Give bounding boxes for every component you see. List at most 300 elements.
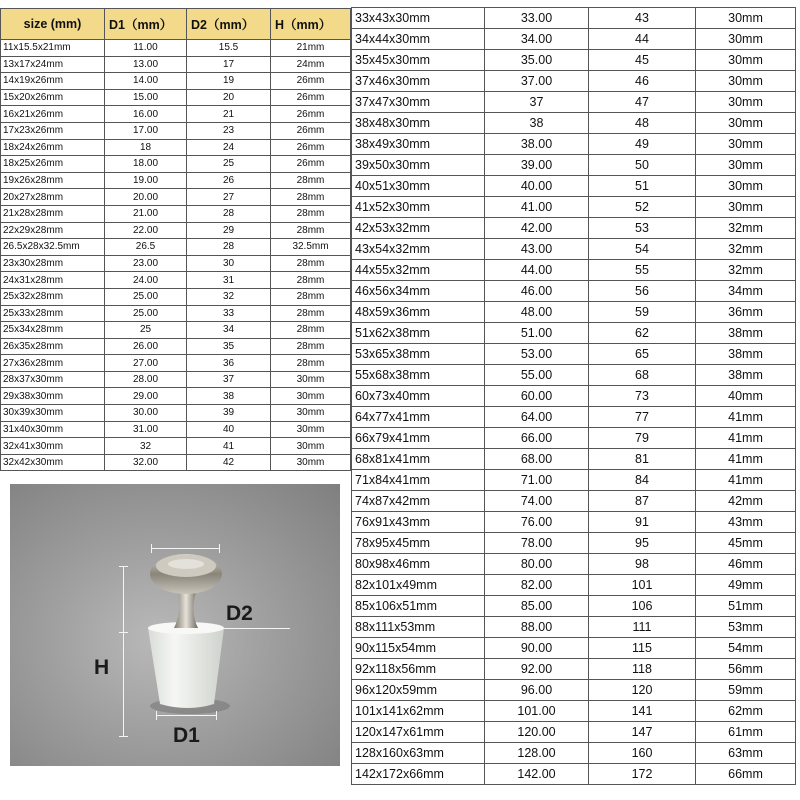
size-cell: 46x56x34mm (352, 281, 485, 302)
table-row (1, 73, 351, 90)
d2-cell: 53 (589, 218, 696, 239)
d1-cell: 19.00 (105, 172, 187, 189)
h-cell: 30mm (271, 438, 351, 455)
size-cell: 38x48x30mm (352, 113, 485, 134)
left-table-body (1, 40, 351, 471)
h-cell: 30mm (696, 50, 796, 71)
d1-cell: 34.00 (485, 29, 589, 50)
d2-cell: 32 (187, 288, 271, 305)
h-cell: 59mm (696, 680, 796, 701)
h-cell: 34mm (696, 281, 796, 302)
size-cell: 53x65x38mm (352, 344, 485, 365)
table-row (1, 305, 351, 322)
size-cell: 37x46x30mm (352, 71, 485, 92)
h-cell: 28mm (271, 172, 351, 189)
d2-cell: 30 (187, 255, 271, 272)
d1-cell: 40.00 (485, 176, 589, 197)
d2-cell: 19 (187, 73, 271, 90)
d1-cell: 32 (105, 438, 187, 455)
d1-cell: 27.00 (105, 355, 187, 372)
size-cell: 27x36x28mm (1, 355, 105, 372)
table-row (352, 470, 796, 491)
table-row (1, 454, 351, 471)
h-cell: 41mm (696, 428, 796, 449)
size-cell: 80x98x46mm (352, 554, 485, 575)
d2-cell: 15.5 (187, 40, 271, 57)
d1-cell: 26.00 (105, 338, 187, 355)
h-cell: 32mm (696, 218, 796, 239)
size-cell: 38x49x30mm (352, 134, 485, 155)
size-cell: 128x160x63mm (352, 743, 485, 764)
left-table-header-row (1, 9, 351, 40)
d2-cell: 33 (187, 305, 271, 322)
d2-cell: 111 (589, 617, 696, 638)
h-cell: 28mm (271, 305, 351, 322)
size-cell: 64x77x41mm (352, 407, 485, 428)
left-size-table (0, 8, 351, 471)
label-h: H (94, 656, 110, 679)
d1-cell: 23.00 (105, 255, 187, 272)
table-row (352, 8, 796, 29)
d2-cell: 101 (589, 575, 696, 596)
d2-cell: 79 (589, 428, 696, 449)
h-cell: 63mm (696, 743, 796, 764)
d2-cell: 24 (187, 139, 271, 156)
d1-cell: 29.00 (105, 388, 187, 405)
d1-cell: 20.00 (105, 189, 187, 206)
table-row (352, 533, 796, 554)
size-cell: 26x35x28mm (1, 338, 105, 355)
d1-cell: 43.00 (485, 239, 589, 260)
h-cell: 28mm (271, 288, 351, 305)
h-cell: 30mm (696, 197, 796, 218)
size-cell: 22x29x28mm (1, 222, 105, 239)
d1-cell: 25.00 (105, 288, 187, 305)
size-cell: 33x43x30mm (352, 8, 485, 29)
table-row (352, 491, 796, 512)
h-cell: 32mm (696, 260, 796, 281)
table-row (1, 89, 351, 106)
table-row (1, 288, 351, 305)
size-cell: 32x42x30mm (1, 454, 105, 471)
h-cell: 30mm (696, 29, 796, 50)
table-row (352, 407, 796, 428)
h-cell: 38mm (696, 365, 796, 386)
d1-cell: 18 (105, 139, 187, 156)
d2-cell: 98 (589, 554, 696, 575)
table-row (1, 222, 351, 239)
d2-cell: 31 (187, 272, 271, 289)
d1-cell: 128.00 (485, 743, 589, 764)
table-row (1, 255, 351, 272)
d2-cell: 120 (589, 680, 696, 701)
h-cell: 40mm (696, 386, 796, 407)
d2-cell: 73 (589, 386, 696, 407)
silicone-stopper (148, 628, 224, 708)
d2-cell: 17 (187, 56, 271, 73)
d1-cell: 11.00 (105, 40, 187, 57)
d2-cell: 55 (589, 260, 696, 281)
d1-cell: 14.00 (105, 73, 187, 90)
h-mid-tick (119, 632, 128, 633)
size-cell: 28x37x30mm (1, 371, 105, 388)
d2-cell: 42 (187, 454, 271, 471)
table-row (1, 239, 351, 256)
d2-cell: 50 (589, 155, 696, 176)
table-row (352, 659, 796, 680)
d1-cell: 64.00 (485, 407, 589, 428)
d2-cell: 47 (589, 92, 696, 113)
size-cell: 20x27x28mm (1, 189, 105, 206)
h-cell: 21mm (271, 40, 351, 57)
h-cell: 30mm (696, 155, 796, 176)
d1-cell: 74.00 (485, 491, 589, 512)
size-cell: 15x20x26mm (1, 89, 105, 106)
label-d1: D1 (173, 724, 200, 747)
d2-cell: 48 (589, 113, 696, 134)
d2-cell: 68 (589, 365, 696, 386)
size-cell: 71x84x41mm (352, 470, 485, 491)
d2-cell: 34 (187, 322, 271, 339)
d1-cell: 71.00 (485, 470, 589, 491)
size-cell: 96x120x59mm (352, 680, 485, 701)
h-cell: 51mm (696, 596, 796, 617)
d1-cell: 25.00 (105, 305, 187, 322)
table-row (352, 722, 796, 743)
d1-cell: 30.00 (105, 405, 187, 422)
table-row (352, 701, 796, 722)
table-row (352, 512, 796, 533)
d1-cell: 38 (485, 113, 589, 134)
size-cell: 74x87x42mm (352, 491, 485, 512)
table-row (352, 302, 796, 323)
d2-cell: 43 (589, 8, 696, 29)
d2-cell: 21 (187, 106, 271, 123)
d1-cell: 80.00 (485, 554, 589, 575)
d2-cell: 37 (187, 371, 271, 388)
size-cell: 32x41x30mm (1, 438, 105, 455)
d1-cell: 41.00 (485, 197, 589, 218)
h-cell: 24mm (271, 56, 351, 73)
d1-cell: 82.00 (485, 575, 589, 596)
d2-cell: 91 (589, 512, 696, 533)
d1-cell: 85.00 (485, 596, 589, 617)
d1-cell: 46.00 (485, 281, 589, 302)
h-cell: 28mm (271, 205, 351, 222)
table-row (352, 92, 796, 113)
d2-cell: 25 (187, 156, 271, 173)
h-cell: 28mm (271, 322, 351, 339)
table-row (1, 355, 351, 372)
table-row (1, 388, 351, 405)
d1-cell: 51.00 (485, 323, 589, 344)
h-cell: 49mm (696, 575, 796, 596)
d2-cell: 51 (589, 176, 696, 197)
h-cell: 41mm (696, 449, 796, 470)
table-row (352, 113, 796, 134)
d2-cell: 28 (187, 239, 271, 256)
table-row (352, 260, 796, 281)
size-cell: 43x54x32mm (352, 239, 485, 260)
d1-cell: 24.00 (105, 272, 187, 289)
h-cell: 30mm (271, 405, 351, 422)
d2-cell: 38 (187, 388, 271, 405)
table-row (1, 322, 351, 339)
size-cell: 142x172x66mm (352, 764, 485, 785)
table-row (1, 272, 351, 289)
size-cell: 16x21x26mm (1, 106, 105, 123)
h-cell: 32.5mm (271, 239, 351, 256)
d1-cell: 31.00 (105, 421, 187, 438)
h-cell: 30mm (696, 71, 796, 92)
table-row (352, 176, 796, 197)
table-row (352, 239, 796, 260)
h-cell: 38mm (696, 323, 796, 344)
table-row (352, 617, 796, 638)
table-row (1, 438, 351, 455)
d2-dimension-tick-left (151, 544, 152, 553)
h-cell: 26mm (271, 156, 351, 173)
d1-cell: 21.00 (105, 205, 187, 222)
d2-cell: 39 (187, 405, 271, 422)
d1-dimension-line (156, 715, 216, 716)
d2-cell: 56 (589, 281, 696, 302)
d2-cell: 40 (187, 421, 271, 438)
d2-cell: 141 (589, 701, 696, 722)
d2-cell: 65 (589, 344, 696, 365)
d1-cell: 88.00 (485, 617, 589, 638)
h-cell: 26mm (271, 122, 351, 139)
h-cell: 43mm (696, 512, 796, 533)
size-cell: 26.5x28x32.5mm (1, 239, 105, 256)
h-cell: 30mm (696, 8, 796, 29)
size-cell: 44x55x32mm (352, 260, 485, 281)
h-cell: 26mm (271, 139, 351, 156)
d2-cell: 23 (187, 122, 271, 139)
h-cell: 30mm (696, 113, 796, 134)
table-row (352, 554, 796, 575)
label-d2: D2 (226, 602, 253, 625)
size-cell: 17x23x26mm (1, 122, 105, 139)
h-cell: 30mm (271, 454, 351, 471)
d1-cell: 33.00 (485, 8, 589, 29)
h-cell: 28mm (271, 338, 351, 355)
size-cell: 13x17x24mm (1, 56, 105, 73)
table-row (1, 172, 351, 189)
d2-cell: 35 (187, 338, 271, 355)
h-cell: 61mm (696, 722, 796, 743)
d1-cell: 48.00 (485, 302, 589, 323)
size-cell: 88x111x53mm (352, 617, 485, 638)
h-dimension-tick-bottom (119, 736, 128, 737)
table-row (1, 338, 351, 355)
d2-cell: 49 (589, 134, 696, 155)
d1-dimension-tick-right (216, 711, 217, 720)
size-cell: 51x62x38mm (352, 323, 485, 344)
size-cell: 78x95x45mm (352, 533, 485, 554)
d1-cell: 16.00 (105, 106, 187, 123)
h-cell: 42mm (696, 491, 796, 512)
size-cell: 120x147x61mm (352, 722, 485, 743)
table-row (1, 40, 351, 57)
d1-cell: 142.00 (485, 764, 589, 785)
h-cell: 53mm (696, 617, 796, 638)
d2-cell: 41 (187, 438, 271, 455)
d1-cell: 42.00 (485, 218, 589, 239)
d1-cell: 44.00 (485, 260, 589, 281)
d2-cell: 84 (589, 470, 696, 491)
table-row (352, 575, 796, 596)
d2-cell: 147 (589, 722, 696, 743)
table-row (352, 638, 796, 659)
size-cell: 92x118x56mm (352, 659, 485, 680)
size-cell: 35x45x30mm (352, 50, 485, 71)
d1-cell: 35.00 (485, 50, 589, 71)
d2-cell: 26 (187, 172, 271, 189)
table-row (352, 323, 796, 344)
table-row (1, 106, 351, 123)
d2-cell: 115 (589, 638, 696, 659)
size-cell: 30x39x30mm (1, 405, 105, 422)
d1-cell: 39.00 (485, 155, 589, 176)
d1-cell: 37.00 (485, 71, 589, 92)
size-cell: 25x33x28mm (1, 305, 105, 322)
size-cell: 31x40x30mm (1, 421, 105, 438)
table-row (352, 218, 796, 239)
d1-cell: 120.00 (485, 722, 589, 743)
d1-cell: 28.00 (105, 371, 187, 388)
table-row (352, 764, 796, 785)
table-row (352, 449, 796, 470)
d2-cell: 62 (589, 323, 696, 344)
d1-dimension-tick-left (156, 711, 157, 720)
table-row (352, 71, 796, 92)
size-cell: 39x50x30mm (352, 155, 485, 176)
table-row (1, 122, 351, 139)
size-cell: 101x141x62mm (352, 701, 485, 722)
table-row (1, 189, 351, 206)
h-dimension-line (123, 566, 124, 736)
d2-cell: 36 (187, 355, 271, 372)
table-row (352, 743, 796, 764)
header-h: H（mm） (271, 9, 351, 40)
d1-cell: 17.00 (105, 122, 187, 139)
knob-neck (174, 592, 198, 628)
h-cell: 54mm (696, 638, 796, 659)
header-d2: D2（mm） (187, 9, 271, 40)
h-cell: 30mm (696, 176, 796, 197)
d2-cell: 77 (589, 407, 696, 428)
d1-cell: 15.00 (105, 89, 187, 106)
size-cell: 66x79x41mm (352, 428, 485, 449)
d1-cell: 32.00 (105, 454, 187, 471)
h-cell: 62mm (696, 701, 796, 722)
d2-cell: 28 (187, 205, 271, 222)
size-cell: 68x81x41mm (352, 449, 485, 470)
table-row (352, 680, 796, 701)
d2-cell: 52 (589, 197, 696, 218)
d1-cell: 37 (485, 92, 589, 113)
size-cell: 14x19x26mm (1, 73, 105, 90)
d1-cell: 101.00 (485, 701, 589, 722)
d2-cell: 172 (589, 764, 696, 785)
table-row (352, 50, 796, 71)
d1-cell: 13.00 (105, 56, 187, 73)
table-row (352, 365, 796, 386)
h-cell: 30mm (696, 92, 796, 113)
size-cell: 55x68x38mm (352, 365, 485, 386)
d2-cell: 81 (589, 449, 696, 470)
h-cell: 56mm (696, 659, 796, 680)
d2-cell: 27 (187, 189, 271, 206)
header-d1: D1（mm） (105, 9, 187, 40)
size-cell: 29x38x30mm (1, 388, 105, 405)
size-cell: 19x26x28mm (1, 172, 105, 189)
product-photo (10, 484, 340, 766)
size-cell: 42x53x32mm (352, 218, 485, 239)
h-cell: 45mm (696, 533, 796, 554)
h-cell: 30mm (696, 134, 796, 155)
h-cell: 28mm (271, 255, 351, 272)
size-cell: 34x44x30mm (352, 29, 485, 50)
size-cell: 21x28x28mm (1, 205, 105, 222)
d2-cell: 118 (589, 659, 696, 680)
size-cell: 41x52x30mm (352, 197, 485, 218)
table-row (1, 56, 351, 73)
table-row (352, 281, 796, 302)
h-cell: 66mm (696, 764, 796, 785)
h-cell: 28mm (271, 355, 351, 372)
h-cell: 38mm (696, 344, 796, 365)
d2-cell: 106 (589, 596, 696, 617)
d1-cell: 60.00 (485, 386, 589, 407)
h-dimension-tick-top (119, 566, 128, 567)
size-cell: 85x106x51mm (352, 596, 485, 617)
header-size: size (mm) (1, 9, 105, 40)
size-cell: 76x91x43mm (352, 512, 485, 533)
size-cell: 82x101x49mm (352, 575, 485, 596)
size-cell: 40x51x30mm (352, 176, 485, 197)
d1-cell: 92.00 (485, 659, 589, 680)
table-row (352, 155, 796, 176)
d2-cell: 29 (187, 222, 271, 239)
d2-cell: 87 (589, 491, 696, 512)
table-row (352, 197, 796, 218)
d1-cell: 53.00 (485, 344, 589, 365)
right-table-body (352, 8, 796, 785)
h-cell: 30mm (271, 388, 351, 405)
h-cell: 32mm (696, 239, 796, 260)
h-cell: 26mm (271, 73, 351, 90)
size-cell: 24x31x28mm (1, 272, 105, 289)
table-row (1, 421, 351, 438)
d1-cell: 90.00 (485, 638, 589, 659)
h-cell: 26mm (271, 106, 351, 123)
size-cell: 25x34x28mm (1, 322, 105, 339)
size-cell: 60x73x40mm (352, 386, 485, 407)
d1-cell: 78.00 (485, 533, 589, 554)
h-cell: 41mm (696, 407, 796, 428)
d2-dimension-tick-right (219, 544, 220, 553)
h-cell: 46mm (696, 554, 796, 575)
size-cell: 11x15.5x21mm (1, 40, 105, 57)
size-cell: 48x59x36mm (352, 302, 485, 323)
h-cell: 26mm (271, 89, 351, 106)
table-row (352, 596, 796, 617)
d2-cell: 46 (589, 71, 696, 92)
d1-cell: 25 (105, 322, 187, 339)
d1-cell: 68.00 (485, 449, 589, 470)
